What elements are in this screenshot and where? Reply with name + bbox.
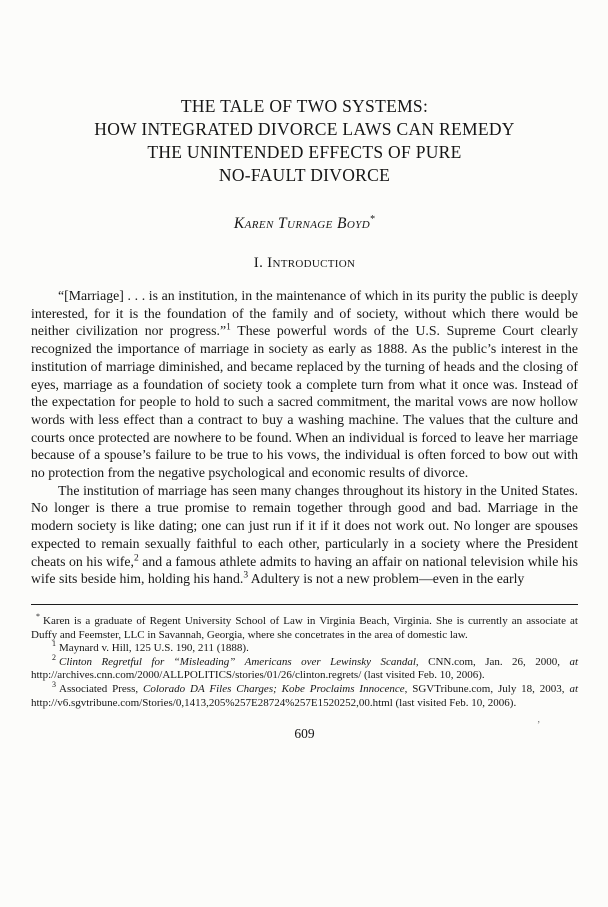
author-footnote-marker: * [370, 213, 376, 225]
footnote-star-marker: * [36, 612, 40, 622]
article-title-line-2: HOW INTEGRATED DIVORCE LAWS CAN REMEDY [94, 119, 515, 139]
footnote-1 [31, 639, 578, 656]
article-title [31, 95, 578, 187]
body-paragraph-1: “[Marriage] . . . is an institution, in the maintenance of which in its purity the public is deeply interested, for it is the foundation of the family and of society, without which there would be neither civilization nor progress.”$^1$ These powerful words of the U.S. Supreme Court clearly recognized the importance of marriage in society as early as 1888. As the public’s interest in the institution of marriage diminished, and became replaced by the turning of heads and the closing of eyes, marriage as a foundation of society took a complete turn from what it once was. Instead of the expectation for people to hold to such a sacred commitment, the marital vows are now hollow words with less effect than a contract to buy a washing machine. The values that the culture and courts once protected are nowhere to be found. When an individual is forced to leave her marriage because of a spouse’s failure to be true to his vows, the individual is often forced to bow out with no protection from the negative psychological and economic results of divorce. [31, 288, 578, 481]
footnote-star-text: Karen is a graduate of Regent University School of Law in Virginia Beach, Virginia. She is currently an associate at Duffy and Feemster, LLC in Savannah, Georgia, where she concetrates in the area of domestic law. [31, 614, 578, 641]
footnote-3-text: Associated Press, Colorado DA Files Charges; Kobe Proclaims Innocence, SGVTribune.com, July 18, 2003, at http://v6.sgvtribune.com/Stories/0,1413,205%257E28724%257E1520252,00.html (last visited Feb. 10, 2006). [31, 682, 578, 709]
footnote-2 [31, 653, 578, 683]
author-byline [31, 214, 578, 234]
article-title-line-3: THE UNINTENDED EFFECTS OF PURE [147, 142, 462, 162]
article-body [31, 287, 578, 588]
section-heading-introduction: I. Introduction [253, 255, 356, 271]
author-name: Karen Turnage Boyd [233, 215, 371, 232]
footnotes-section [31, 612, 578, 710]
footnote-separator-rule [31, 604, 578, 605]
footnote-1-marker: 1 [52, 639, 56, 649]
footnote-1-text: Maynard v. Hill, 125 U.S. 190, 211 (1888). [59, 642, 249, 655]
page-number: 609 [294, 726, 315, 742]
article-title-line-1: THE TALE OF TWO SYSTEMS: [180, 96, 429, 116]
scan-artifact-mark: ’ [537, 720, 541, 731]
article-title-line-4: NO-FAULT DIVORCE [218, 165, 391, 185]
footnote-2-text: Clinton Regretful for “Misleading” Americans over Lewinsky Scandal, CNN.com, Jan. 26, 2000, at http://archives.cnn.com/2000/ALLPOLITICS/stories/01/26/clinton.regrets/ (last visited Feb. 10, 2006). [31, 655, 578, 682]
footnote-3 [31, 680, 578, 710]
footnote-star [31, 612, 578, 642]
footnote-2-marker: 2 [52, 653, 56, 663]
footnote-3-marker: 3 [52, 680, 56, 690]
body-paragraph-2: The institution of marriage has seen many changes throughout its history in the United States. No longer is there a true promise to remain together through good and bad. Marriage in the modern society is like dating; one can just run if it if it does not work out. No longer are spouses expected to remain sexually faithful to each other, particularly in a society where the President cheats on his wife,$^2$ and a famous athlete admits to having an affair on national television while his wife sits beside him, holding his hand.$^3$ Adultery is not a new problem—even in the early [31, 482, 578, 587]
